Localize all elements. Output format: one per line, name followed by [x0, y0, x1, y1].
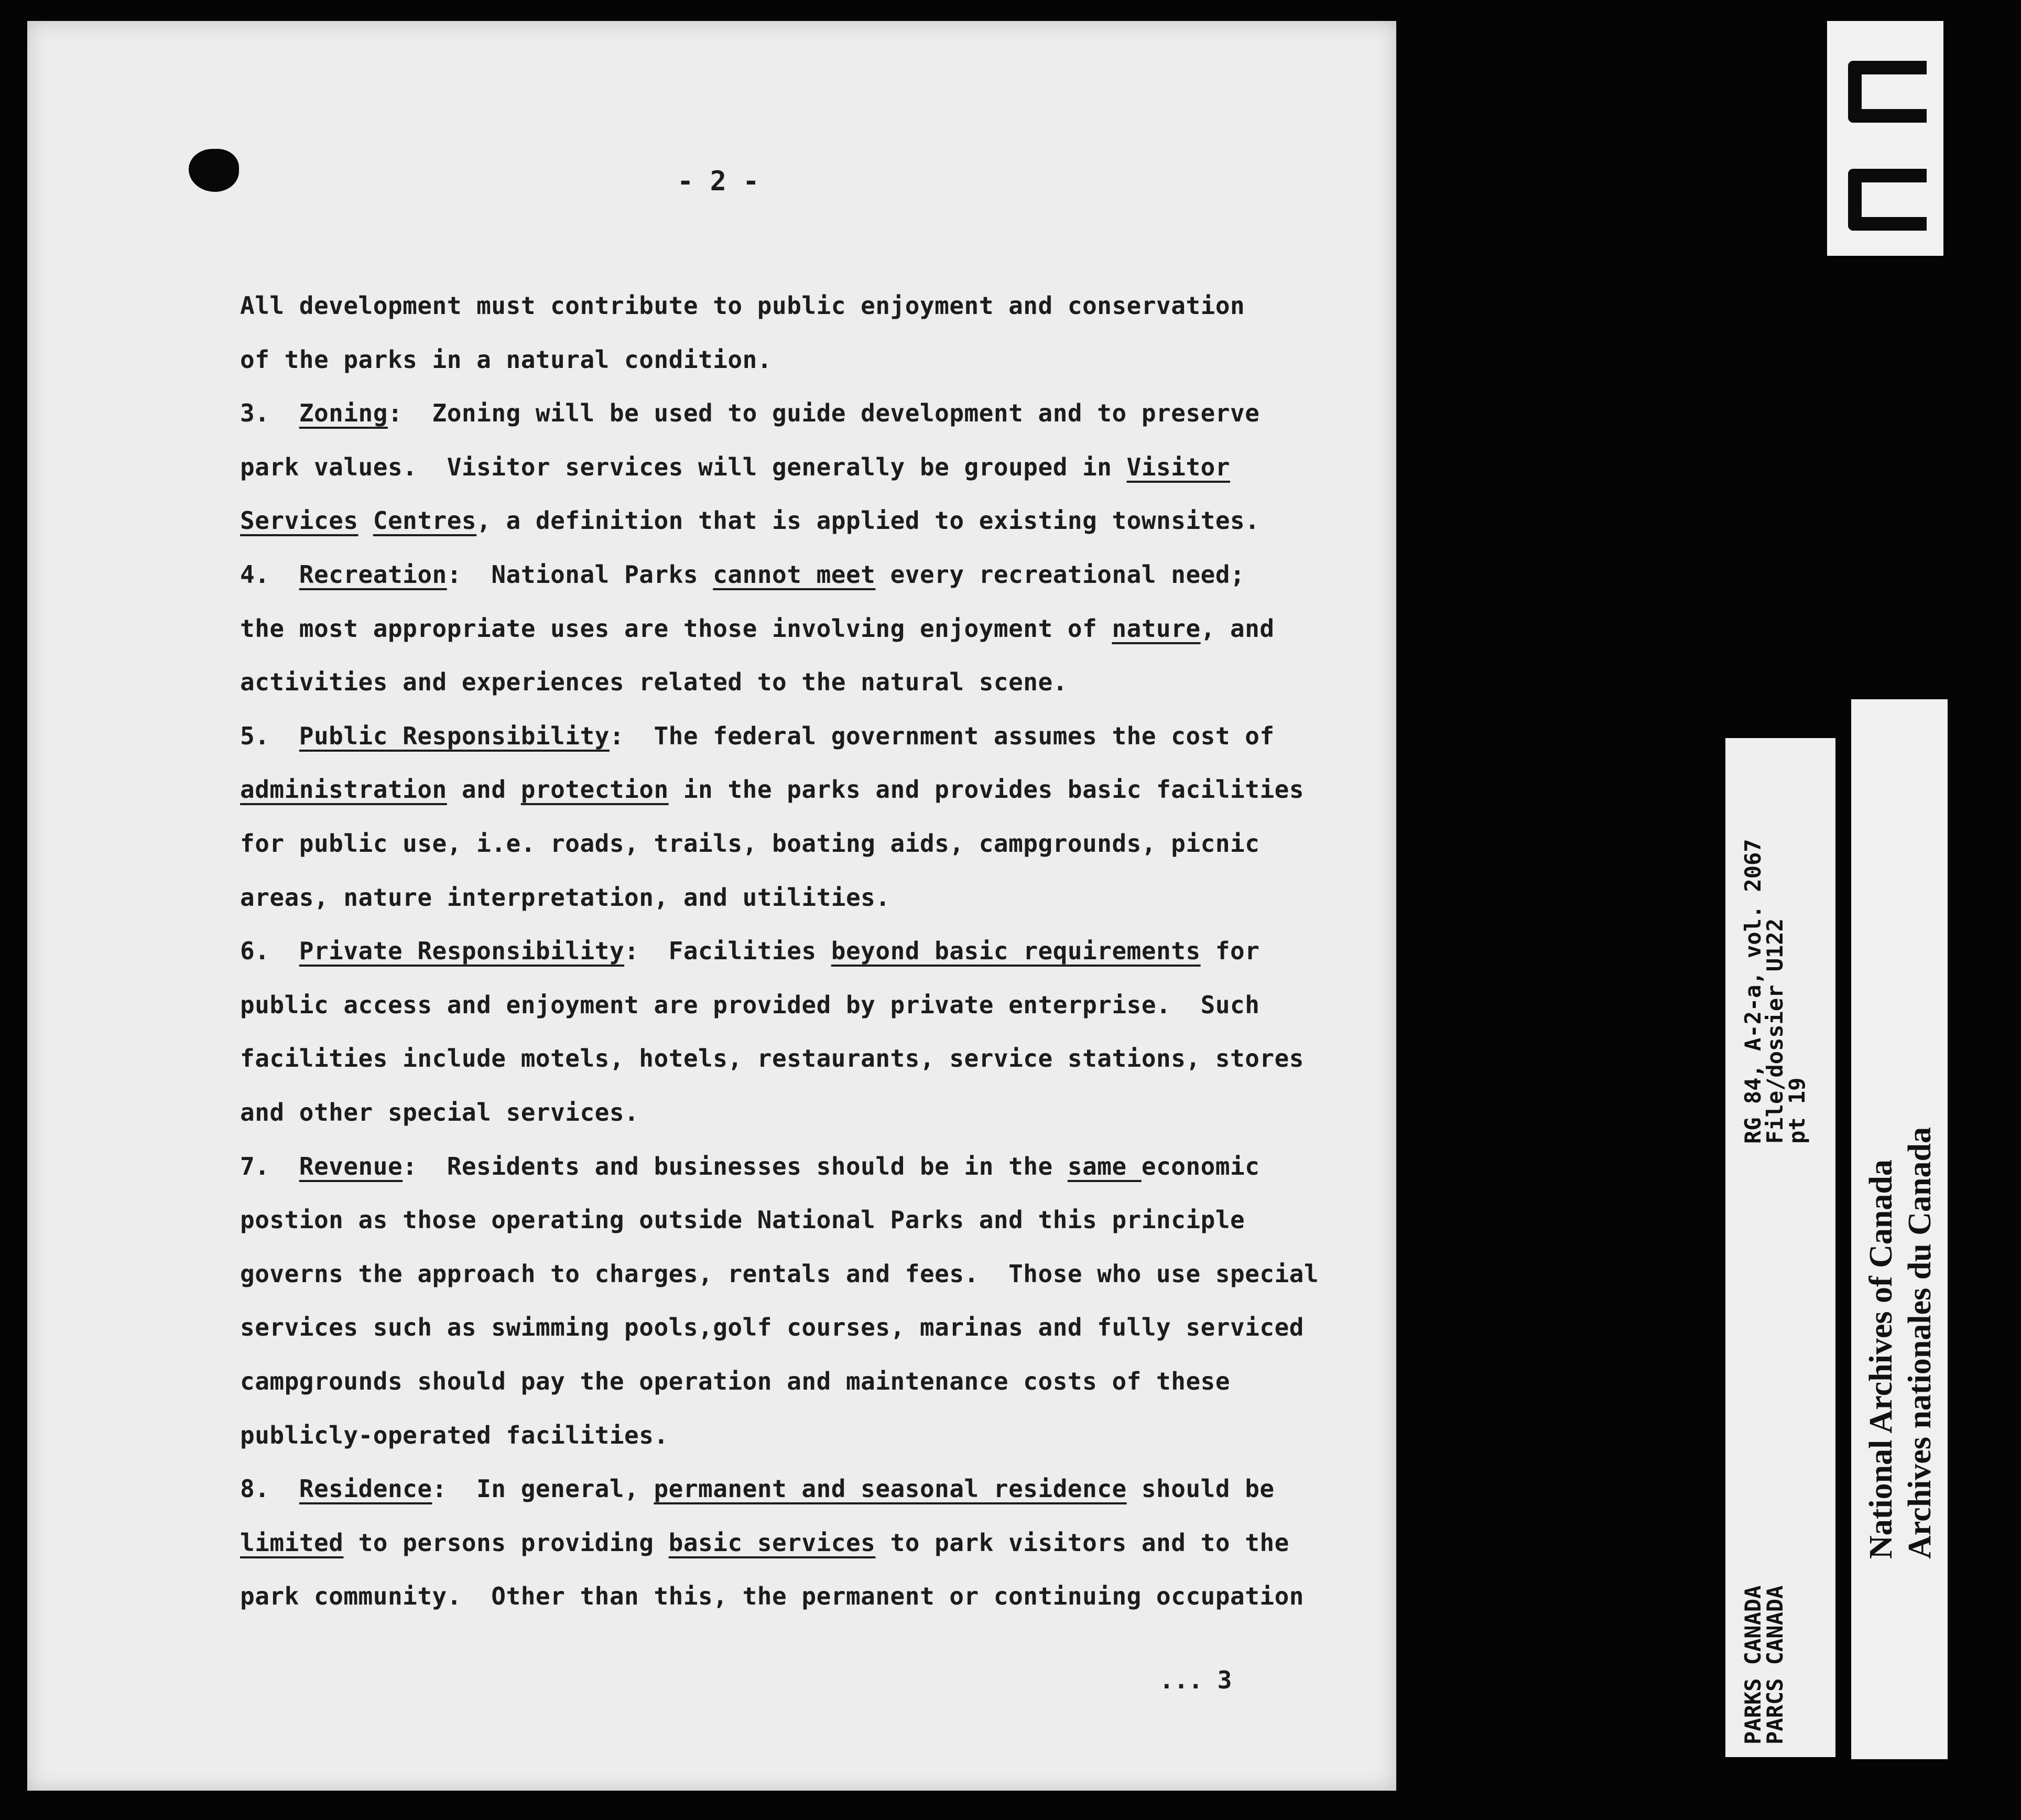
- frame-marker: [1827, 21, 1943, 256]
- text-segment: services such as swimming pools,golf courses, marinas and fully serviced: [240, 1313, 1304, 1342]
- text-line: [240, 937, 1260, 966]
- punch-hole: [189, 149, 239, 192]
- text-segment: postion as those operating outside National Parks and this principle: [240, 1206, 1245, 1234]
- text-segment: : Residents and businesses should be in the: [403, 1152, 1068, 1180]
- underlined-text: same: [1067, 1152, 1142, 1180]
- text-segment: activities and experiences related to the natural scene.: [240, 668, 1068, 697]
- reference-line-1: RG 84, A-2-a, vol. 2067: [1740, 839, 1766, 1144]
- text-line: [240, 1369, 1230, 1393]
- text-line: [240, 1423, 669, 1447]
- page-number: - 2 -: [677, 166, 759, 197]
- text-segment: for: [1200, 937, 1260, 966]
- text-line: [240, 616, 1275, 641]
- text-line: [240, 508, 1259, 533]
- text-segment: , a definition that is applied to existing townsites.: [476, 506, 1260, 535]
- underlined-text: beyond basic requirements: [831, 937, 1201, 966]
- underlined-text: Private Responsibility: [299, 937, 625, 966]
- text-line: [240, 452, 1231, 481]
- text-line: [240, 345, 772, 374]
- text-segment: economic: [1141, 1152, 1260, 1180]
- text-segment: All development must contribute to public enjoyment and conservation: [240, 291, 1245, 320]
- reference-line-2: File/dossier U122: [1762, 918, 1788, 1144]
- text-line: [240, 1154, 1259, 1178]
- text-segment: : Zoning will be used to guide development and to preserve: [387, 399, 1260, 428]
- national-archives-fr: Archives nationales du Canada: [1902, 1127, 1938, 1559]
- text-line: [240, 668, 1068, 697]
- text-segment: : National Parks: [447, 560, 713, 589]
- text-segment: campgrounds should pay the operation and maintenance costs of these: [240, 1367, 1231, 1395]
- text-segment: publicly-operated facilities.: [240, 1421, 669, 1449]
- text-line: [240, 399, 1260, 428]
- underlined-text: permanent and seasonal residence: [654, 1475, 1127, 1503]
- text-segment: 5.: [240, 721, 299, 750]
- text-segment: : The federal government assumes the cost of: [609, 721, 1275, 750]
- text-line: [240, 1313, 1304, 1342]
- underlined-text: cannot meet: [713, 560, 876, 589]
- text-segment: : In general,: [432, 1475, 654, 1503]
- underlined-text: Revenue: [299, 1152, 403, 1180]
- reference-line-3: pt 19: [1784, 1077, 1810, 1144]
- underlined-text: Services: [240, 506, 358, 535]
- text-line: [240, 883, 890, 912]
- underlined-text: Zoning: [299, 399, 388, 428]
- underlined-text: Public Responsibility: [299, 721, 610, 750]
- text-line: [240, 1582, 1304, 1611]
- parks-canada-en: PARKS CANADA: [1740, 1585, 1766, 1745]
- frame-marker-glyph: [1848, 61, 1927, 123]
- text-line: [240, 775, 1305, 804]
- text-segment: every recreational need;: [875, 560, 1245, 589]
- text-segment: : Facilities: [624, 937, 831, 966]
- text-segment: 7.: [240, 1152, 299, 1180]
- text-line: [240, 1100, 639, 1124]
- text-segment: 6.: [240, 937, 299, 966]
- text-segment: in the parks and provides basic facilities: [668, 775, 1305, 804]
- text-line: [240, 1528, 1289, 1557]
- continuation-marker: ... 3: [1159, 1666, 1232, 1694]
- underlined-text: basic services: [668, 1528, 876, 1557]
- text-segment: 8.: [240, 1475, 299, 1503]
- frame-marker-glyph: [1848, 169, 1927, 231]
- text-line: [240, 990, 1260, 1019]
- national-archives-label: [1851, 699, 1948, 1759]
- text-segment: [358, 506, 373, 535]
- text-line: [240, 1259, 1319, 1288]
- text-line: [240, 562, 1245, 587]
- underlined-text: Recreation: [299, 560, 447, 589]
- underlined-text: Visitor: [1126, 452, 1231, 481]
- text-segment: should be: [1126, 1475, 1275, 1503]
- underlined-text: Centres: [373, 506, 477, 535]
- text-line: [240, 829, 1260, 858]
- text-segment: to park visitors and to the: [875, 1528, 1289, 1557]
- text-segment: areas, nature interpretation, and utilities.: [240, 883, 890, 912]
- text-segment: and other special services.: [240, 1098, 639, 1126]
- text-segment: for public use, i.e. roads, trails, boating aids, campgrounds, picnic: [240, 829, 1260, 858]
- text-segment: of the parks in a natural condition.: [240, 345, 772, 374]
- underlined-text: protection: [520, 775, 669, 804]
- text-line: [240, 1208, 1245, 1232]
- text-line: [240, 1044, 1304, 1073]
- text-segment: 4.: [240, 560, 299, 589]
- text-segment: to persons providing: [343, 1528, 669, 1557]
- text-segment: and: [447, 775, 521, 804]
- parks-canada-label: [1725, 738, 1835, 1757]
- document-page: [27, 21, 1396, 1791]
- text-line: [240, 721, 1275, 750]
- text-segment: public access and enjoyment are provided by private enterprise. Such: [240, 990, 1260, 1019]
- text-segment: 3.: [240, 399, 299, 428]
- text-segment: park values. Visitor services will generally be grouped in: [240, 452, 1127, 481]
- national-archives-en: National Archives of Canada: [1863, 1160, 1899, 1559]
- underlined-text: administration: [240, 775, 447, 804]
- text-segment: , and: [1200, 614, 1275, 643]
- text-segment: park community. Other than this, the permanent or continuing occupation: [240, 1582, 1304, 1611]
- text-segment: governs the approach to charges, rentals and fees. Those who use special: [240, 1259, 1319, 1288]
- underlined-text: Residence: [299, 1475, 432, 1503]
- text-line: [240, 291, 1245, 320]
- text-segment: facilities include motels, hotels, restaurants, service stations, stores: [240, 1044, 1304, 1073]
- text-segment: the most appropriate uses are those involving enjoyment of: [240, 614, 1112, 643]
- underlined-text: nature: [1112, 614, 1201, 643]
- parks-canada-fr: PARCS CANADA: [1762, 1585, 1788, 1745]
- text-line: [240, 1477, 1275, 1501]
- underlined-text: limited: [240, 1528, 344, 1557]
